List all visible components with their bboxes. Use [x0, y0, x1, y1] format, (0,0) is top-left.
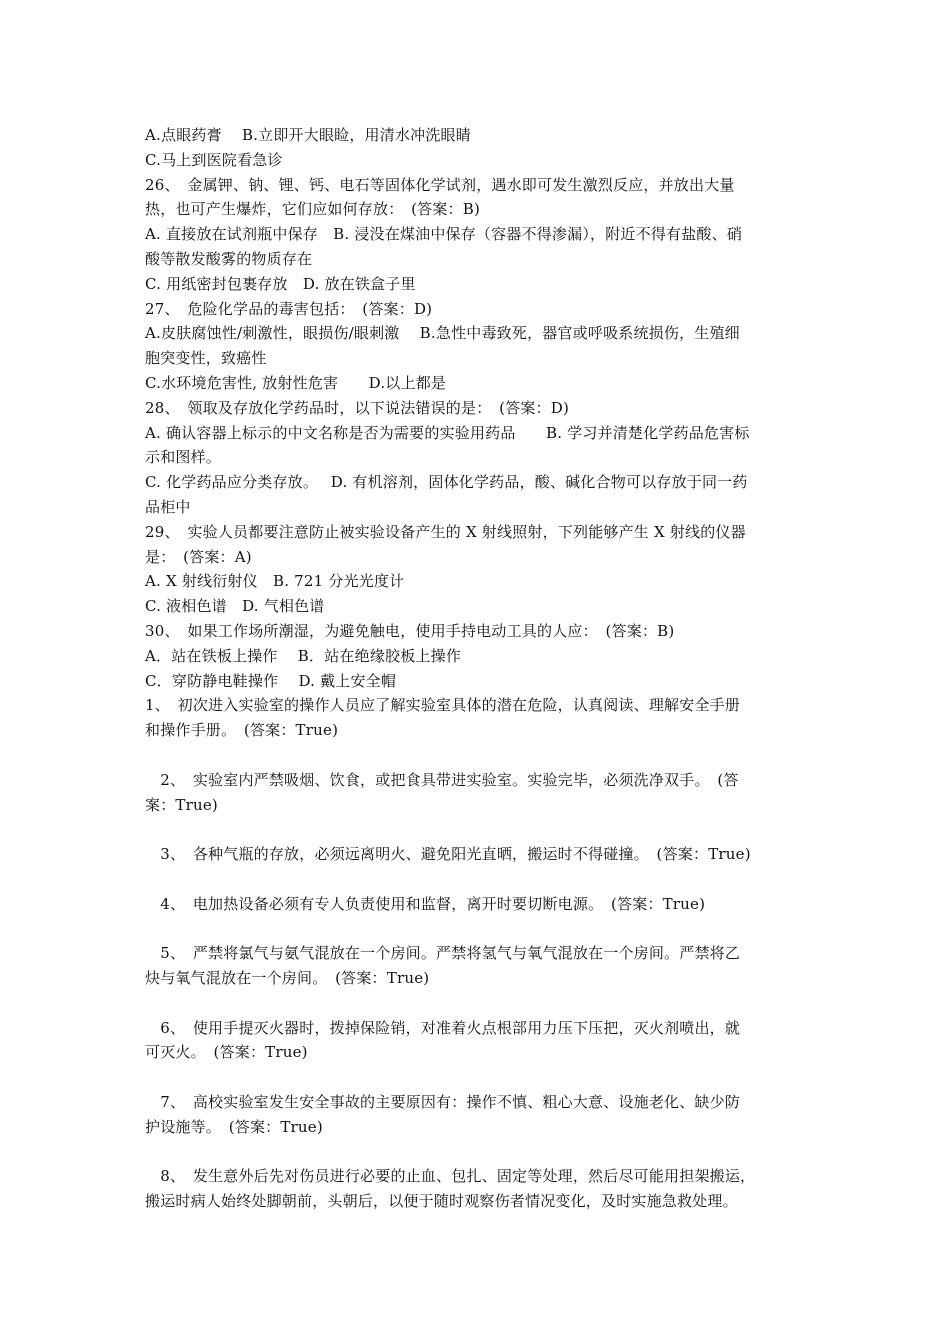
- blank-line: [145, 743, 813, 768]
- text-line: 酸等散发酸雾的物质存在: [145, 249, 313, 268]
- text-line: 8、 发生意外后先对伤员进行必要的止血、包扎、固定等处理，然后尽可能用担架搬运，: [145, 1167, 756, 1186]
- text-line: 案：True): [145, 795, 218, 814]
- text-line: 7、 高校实验室发生安全事故的主要原因有：操作不慎、粗心大意、设施老化、缺少防: [145, 1093, 741, 1112]
- blank-line: [145, 917, 813, 942]
- text-line: 2、 实验室内严禁吸烟、饮食，或把食具带进实验室。实验完毕，必须洗净双手。 (答: [145, 770, 739, 789]
- text-line: C.马上到医院看急诊: [145, 150, 283, 169]
- text-line: A.皮肤腐蚀性/刺激性，眼损伤/眼刺激 B.急性中毒致死，器官或呼吸系统损伤，生殖细: [145, 324, 740, 343]
- text-line: A. 直接放在试剂瓶中保存 B. 浸没在煤油中保存（容器不得渗漏），附近不得有盐酸、硝: [145, 225, 743, 244]
- text-line: 30、 如果工作场所潮湿，为避免触电，使用手持电动工具的人应： (答案：B): [145, 621, 675, 640]
- text-line: 3、 各种气瓶的存放，必须远离明火、避免阳光直晒，搬运时不得碰撞。 (答案：True): [145, 845, 751, 864]
- text-line: 是： (答案：A): [145, 547, 252, 566]
- text-line: A. 确认容器上标示的中文名称是否为需要的实验用药品 B. 学习并清楚化学药品危害标: [145, 423, 750, 442]
- text-line: 26、 金属钾、钠、锂、钙、电石等固体化学试剂，遇水即可发生激烈反应，并放出大量: [145, 175, 735, 194]
- text-line: 27、 危险化学品的毒害包括： (答案：D): [145, 299, 433, 318]
- text-line: 4、 电加热设备必须有专人负责使用和监督，离开时要切断电源。 (答案：True): [145, 894, 706, 913]
- text-line: 和操作手册。 (答案：True): [145, 721, 339, 740]
- text-line: A.点眼药膏 B.立即开大眼睑，用清水冲洗眼睛: [145, 126, 471, 144]
- blank-line: [145, 817, 813, 842]
- text-line: C．穿防静电鞋操作 D. 戴上安全帽: [145, 671, 397, 690]
- text-line: 护设施等。 (答案：True): [145, 1117, 323, 1136]
- text-line: 5、 严禁将氯气与氨气混放在一个房间。严禁将氢气与氧气混放在一个房间。严禁将乙: [145, 944, 741, 963]
- text-line: A. X 射线衍射仪 B. 721 分光光度计: [145, 572, 405, 591]
- text-line: 可灭火。 (答案：True): [145, 1043, 308, 1062]
- text-line: 搬运时病人始终处脚朝前，头朝后，以便于随时观察伤者情况变化，及时实施急救处理。: [145, 1192, 738, 1211]
- document-body: [145, 123, 813, 1214]
- text-line: A．站在铁板上操作 B．站在绝缘胶板上操作: [145, 646, 462, 665]
- text-line: 1、 初次进入实验室的操作人员应了解实验室具体的潜在危险，认真阅读、理解安全手册: [145, 696, 741, 715]
- text-line: 炔与氧气混放在一个房间。 (答案：True): [145, 969, 430, 988]
- text-line: 28、 领取及存放化学药品时，以下说法错误的是： (答案：D): [145, 398, 570, 417]
- text-line: C. 用纸密封包裹存放 D. 放在铁盒子里: [145, 274, 416, 293]
- text-line: C.水环境危害性, 放射性危害 D.以上都是: [145, 373, 447, 392]
- text-line: 品柜中: [145, 497, 191, 516]
- blank-line: [145, 867, 813, 892]
- text-line: 热，也可产生爆炸，它们应如何存放： (答案：B): [145, 200, 481, 219]
- text-line: C. 液相色谱 D. 气相色谱: [145, 597, 325, 616]
- blank-line: [145, 1140, 813, 1165]
- blank-line: [145, 1065, 813, 1090]
- text-line: 29、 实验人员都要注意防止被实验设备产生的 X 射线照射，下列能够产生 X 射线的仪器: [145, 522, 746, 541]
- text-line: 示和图样。: [145, 448, 222, 467]
- text-line: 胞突变性，致癌性: [145, 349, 267, 368]
- text-line: C. 化学药品应分类存放。 D. 有机溶剂，固体化学药品，酸、碱化合物可以存放于同一药: [145, 473, 748, 492]
- text-line: 6、 使用手提灭火器时，拨掉保险销，对准着火点根部用力压下压把，灭火剂喷出，就: [145, 1018, 741, 1037]
- blank-line: [145, 991, 813, 1016]
